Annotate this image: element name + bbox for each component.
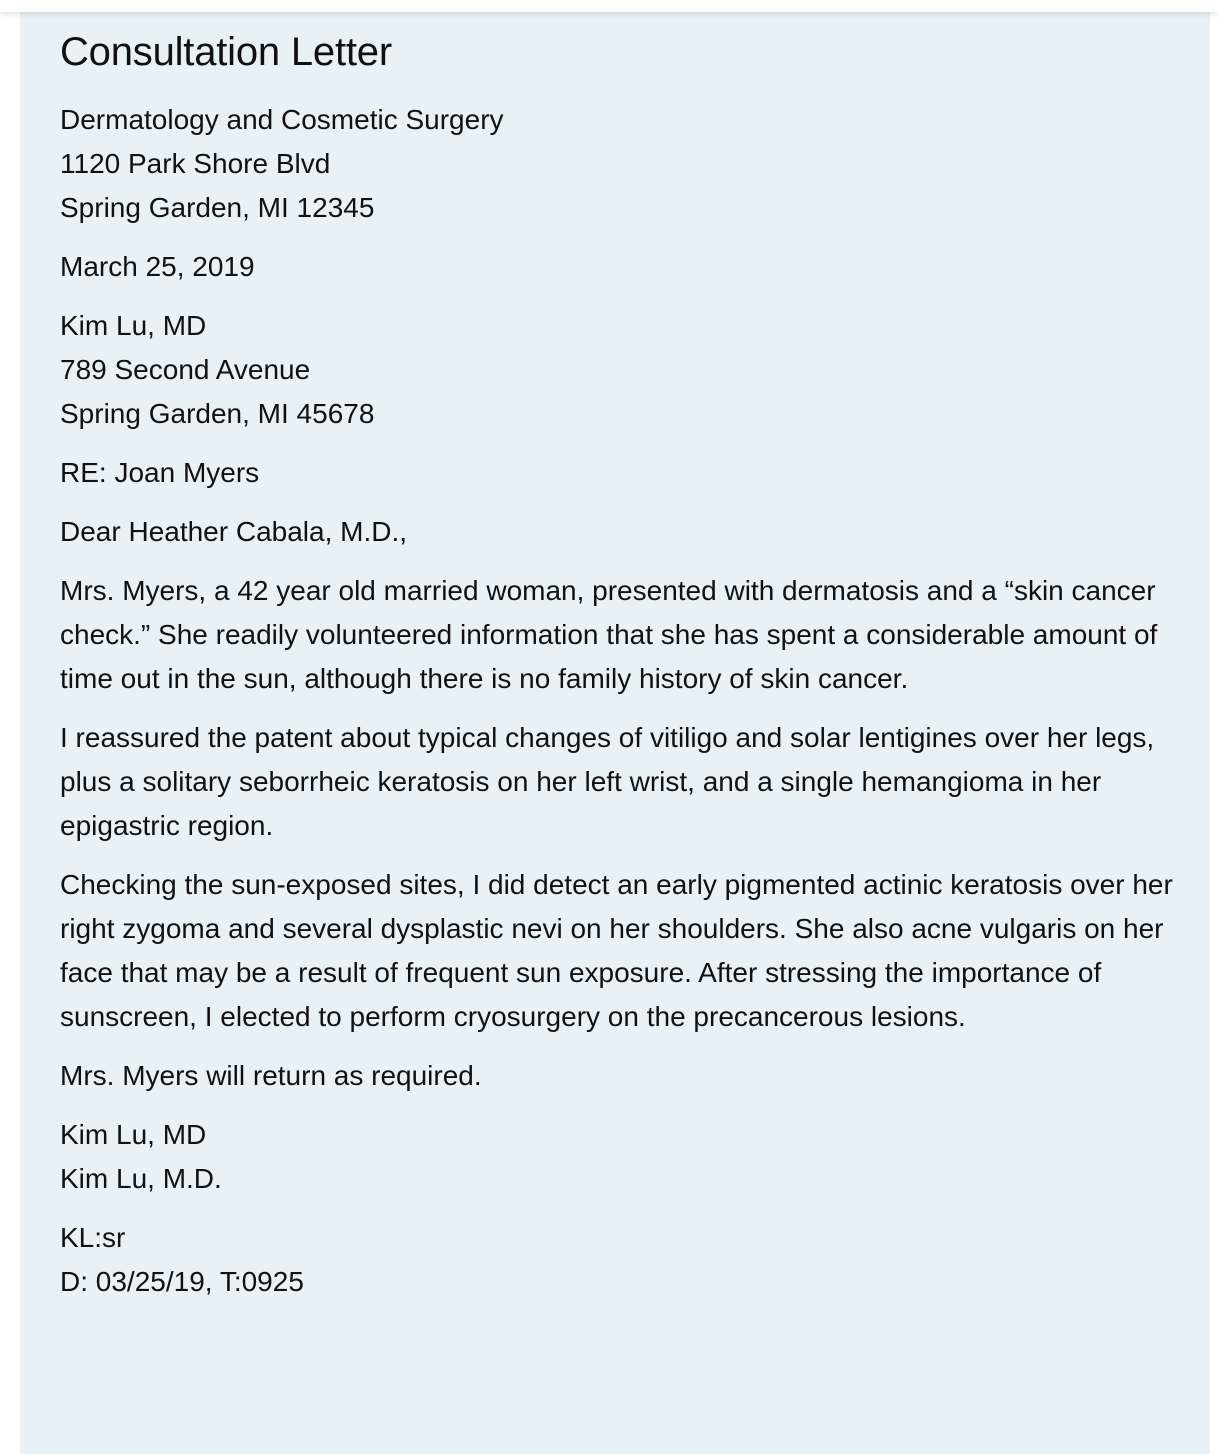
signature-block <box>60 1113 1170 1201</box>
recipient-street: 789 Second Avenue <box>60 354 311 385</box>
letter-title: Consultation Letter <box>60 30 392 74</box>
top-bar-shadow <box>0 0 1218 12</box>
consultation-letter-document <box>20 12 1210 1454</box>
salutation: Dear Heather Cabala, M.D., <box>60 516 408 547</box>
body-paragraph-follow-up: Mrs. Myers will return as required. <box>60 1060 482 1091</box>
letter-date: March 25, 2019 <box>60 251 255 282</box>
transcription-footer <box>60 1216 1170 1304</box>
re-line: RE: Joan Myers <box>60 457 260 488</box>
recipient-name: Kim Lu, MD <box>60 310 207 341</box>
signature-line-1: Kim Lu, MD <box>60 1119 207 1150</box>
sender-street: 1120 Park Shore Blvd <box>60 148 331 179</box>
signature-line-2: Kim Lu, M.D. <box>60 1163 222 1194</box>
dictation-date-time: D: 03/25/19, T:0925 <box>60 1266 304 1297</box>
sender-city-state-zip: Spring Garden, MI 12345 <box>60 192 375 223</box>
recipient-address <box>60 304 1170 436</box>
body-paragraph-findings: Checking the sun-exposed sites, I did detect an early pigmented actinic keratosis over her right zygoma and several dysplastic nevi on her shoulders. She also acne vulgaris on her face that may be a result of frequent sun exposure. After stressing the importance of sunscreen, I elected to perform cryosurgery on the precancerous lesions. <box>60 869 1173 1032</box>
reference-initials: KL:sr <box>60 1222 126 1253</box>
body-paragraph-presentation: Mrs. Myers, a 42 year old married woman, presented with dermatosis and a “skin cancer check.” She readily volunteered information that she has spent a considerable amount of time out in the sun, although there is no family history of skin cancer. <box>60 575 1158 694</box>
sender-practice: Dermatology and Cosmetic Surgery <box>60 104 504 135</box>
recipient-city-state-zip: Spring Garden, MI 45678 <box>60 398 375 429</box>
sender-address <box>60 98 1170 230</box>
body-paragraph-reassurance: I reassured the patent about typical changes of vitiligo and solar lentigines over her legs, plus a solitary seborrheic keratosis on her left wrist, and a single hemangioma in her epigastric region. <box>60 722 1155 841</box>
